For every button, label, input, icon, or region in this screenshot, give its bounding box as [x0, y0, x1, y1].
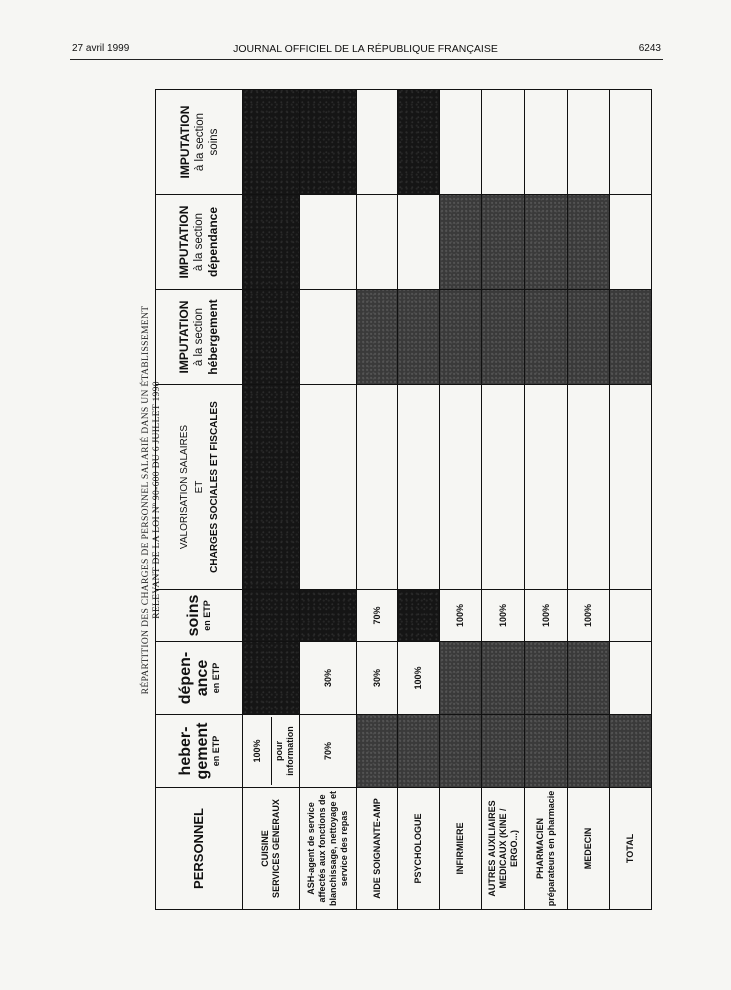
imp-heb-header-1: IMPUTATION [177, 300, 191, 374]
cell-soins-infirmiere: 100% [440, 590, 482, 642]
cell-imp-heb-total [610, 290, 652, 385]
row-personnel-infirmiere [440, 788, 482, 910]
cell-heb-pharmacien [525, 715, 568, 788]
soins-header-1: soins [185, 594, 202, 637]
cell-dep-aide-soignante: 30% [357, 642, 398, 715]
personnel-label: CUISINE SERVICES GENERAUX [260, 799, 281, 898]
header-rule [70, 59, 663, 60]
imp-dep-header-1: IMPUTATION [177, 205, 191, 279]
imp-heb-header-3: hébergement [206, 299, 220, 375]
cell-heb-medecin [568, 715, 610, 788]
personnel-label: PSYCHOLOGUE [413, 813, 423, 884]
cell-imp-heb-pharmacien [525, 290, 568, 385]
personnel-label: ASH-agent de service affectés aux fonctions de blanchissage, nettoyage et service des repas [306, 790, 349, 907]
cell-heb-autres-auxiliaires [482, 715, 525, 788]
cell-soins-cuisine [243, 590, 300, 642]
imp-heb-header-2: à la section [193, 307, 205, 367]
imp-dep-header-2: à la section [193, 212, 205, 272]
cell-imp-soins-aide-soignante [357, 90, 398, 195]
repartition-table [155, 89, 652, 910]
cell-imp-heb-ash [300, 290, 357, 385]
cell-soins-ash [300, 590, 357, 642]
personnel-label: MEDECIN [583, 827, 593, 870]
cell-imp-dep-infirmiere [440, 195, 482, 290]
table-row [525, 90, 568, 910]
cell-imp-dep-ash [300, 195, 357, 290]
header-row [156, 90, 243, 910]
heb-value: 100% [251, 739, 262, 763]
cell-imp-heb-medecin [568, 290, 610, 385]
cell-soins-aide-soignante: 70% [357, 590, 398, 642]
cell-imp-dep-cuisine [243, 195, 300, 290]
personnel-label: AUTRES AUXILIAIRES MEDICAUX (KINE / ERGO...) [486, 800, 519, 897]
cell-soins-pharmacien: 100% [525, 590, 568, 642]
cell-dep-pharmacien [525, 642, 568, 715]
cell-soins-medecin: 100% [568, 590, 610, 642]
row-personnel-ash [300, 788, 357, 910]
col-imputation-hebergement [156, 290, 243, 385]
header-journal-title: JOURNAL OFFICIEL DE LA RÉPUBLIQUE FRANÇAISE [233, 43, 498, 55]
cell-imp-dep-medecin [568, 195, 610, 290]
cell-imp-soins-cuisine [243, 90, 300, 195]
cell-soins-psychologue [398, 590, 440, 642]
cell-imp-soins-total [610, 90, 652, 195]
table-row [300, 90, 357, 910]
cell-imp-soins-autres-auxiliaires [482, 90, 525, 195]
cell-dep-total [610, 642, 652, 715]
cell-imp-soins-psychologue [398, 90, 440, 195]
row-personnel-cuisine [243, 788, 300, 910]
cell-imp-soins-infirmiere [440, 90, 482, 195]
cell-heb-psychologue [398, 715, 440, 788]
row-personnel-psychologue [398, 788, 440, 910]
row-personnel-pharmacien [525, 788, 568, 910]
col-soins [156, 590, 243, 642]
cell-imp-dep-psychologue [398, 195, 440, 290]
dep-header-1: dépen- [176, 651, 194, 705]
cell-imp-dep-autres-auxiliaires [482, 195, 525, 290]
cell-val-autres-auxiliaires [482, 385, 525, 590]
row-personnel-aide-soignante [357, 788, 398, 910]
cell-val-cuisine [243, 385, 300, 590]
rotated-table-container [155, 90, 635, 910]
col-dependance [156, 642, 243, 715]
dep-header-unit: en ETP [210, 662, 221, 694]
cell-heb-aide-soignante [357, 715, 398, 788]
col-hebergement [156, 715, 243, 788]
row-personnel-medecin [568, 788, 610, 910]
cell-imp-heb-infirmiere [440, 290, 482, 385]
cell-heb-ash: 70% [300, 715, 357, 788]
col-imputation-soins [156, 90, 243, 195]
imp-soins-header-3: soins [207, 128, 220, 156]
col-personnel [156, 788, 243, 910]
cell-imp-soins-ash [300, 90, 357, 195]
cell-val-aide-soignante [357, 385, 398, 590]
cell-imp-heb-psychologue [398, 290, 440, 385]
cell-val-total [610, 385, 652, 590]
caption-line-2: RELEVANT DE LA LOI Nº 90-600 DU 6 JUILLET 1990 [151, 381, 162, 619]
header-date: 27 avril 1999 [72, 43, 130, 54]
cell-heb-infirmiere [440, 715, 482, 788]
dep-header-2: ance [193, 659, 211, 697]
cell-imp-heb-aide-soignante [357, 290, 398, 385]
val-header-2: ET [193, 480, 205, 494]
table-row [398, 90, 440, 910]
row-personnel-autres-auxiliaires [482, 788, 525, 910]
cell-dep-infirmiere [440, 642, 482, 715]
cell-imp-soins-pharmacien [525, 90, 568, 195]
cell-val-medecin [568, 385, 610, 590]
col-valorisation [156, 385, 243, 590]
heb-header-unit: en ETP [210, 735, 221, 767]
heb-header-2: gement [193, 722, 211, 780]
cell-soins-total [610, 590, 652, 642]
cell-imp-dep-total [610, 195, 652, 290]
cell-soins-autres-auxiliaires: 100% [482, 590, 525, 642]
table-row [610, 90, 652, 910]
imp-dep-header-3: dépendance [206, 206, 220, 278]
row-personnel-total [610, 788, 652, 910]
cell-heb-total [610, 715, 652, 788]
personnel-label: AIDE SOIGNANTE-AMP [371, 798, 382, 899]
heb-header-1: heber- [176, 726, 194, 776]
table-row [243, 90, 300, 910]
cell-dep-ash: 30% [300, 642, 357, 715]
val-header-3: CHARGES SOCIALES ET FISCALES [208, 401, 220, 573]
cell-imp-dep-aide-soignante [357, 195, 398, 290]
table-row [440, 90, 482, 910]
val-header-1: VALORISATION SALAIRES [178, 424, 190, 550]
cell-val-pharmacien [525, 385, 568, 590]
cell-dep-autres-auxiliaires [482, 642, 525, 715]
imp-soins-header-2: à la section [193, 112, 206, 172]
heb-note: pour information [271, 717, 299, 785]
cell-dep-medecin [568, 642, 610, 715]
caption-line-1: RÉPARTITION DES CHARGES DE PERSONNEL SALARIÉ DANS UN ÉTABLISSEMENT [140, 305, 151, 695]
cell-heb-cuisine [243, 715, 300, 788]
cell-imp-dep-pharmacien [525, 195, 568, 290]
col-imputation-dependance [156, 195, 243, 290]
header-page-number: 6243 [638, 43, 661, 54]
cell-dep-psychologue: 100% [398, 642, 440, 715]
personnel-label: TOTAL [625, 833, 635, 864]
cell-val-infirmiere [440, 385, 482, 590]
table-row [357, 90, 398, 910]
personnel-label: INFIRMIERE [455, 822, 465, 875]
cell-val-ash [300, 385, 357, 590]
personnel-label: PHARMACIEN préparateurs en pharmacie [535, 790, 556, 907]
cell-imp-heb-autres-auxiliaires [482, 290, 525, 385]
table-row [568, 90, 610, 910]
cell-imp-soins-medecin [568, 90, 610, 195]
soins-header-unit: en ETP [202, 600, 212, 631]
cell-val-psychologue [398, 385, 440, 590]
personnel-header-label: PERSONNEL [191, 808, 206, 889]
table-row [482, 90, 525, 910]
cell-imp-heb-cuisine [243, 290, 300, 385]
imp-soins-header-1: IMPUTATION [177, 105, 192, 179]
cell-dep-cuisine [243, 642, 300, 715]
